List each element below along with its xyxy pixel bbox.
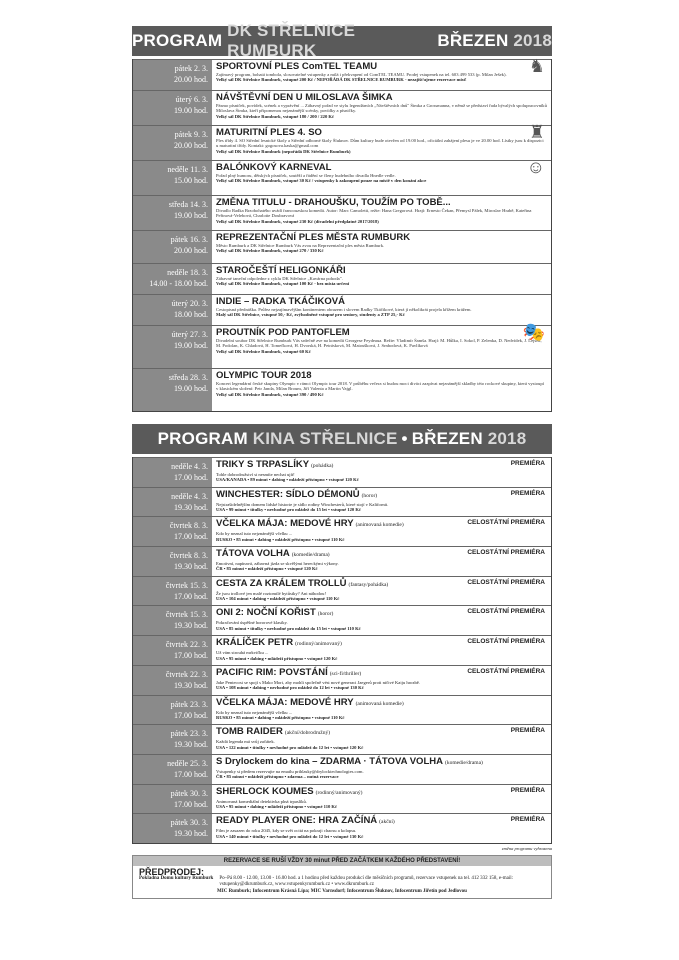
- event-venue: Velký sál DK Střelnice Rumburk (nepořádá DK Střelnice Rumburk): [216, 148, 351, 154]
- movie-time: 19.30 hod.: [174, 502, 208, 512]
- movie-genre: (animovaná komedie): [355, 700, 404, 707]
- cinema-movie-list: [132, 457, 552, 844]
- event-description: Město Rumburk a DK Střelnice Rumburk Vás zvou na Reprezentační ples města Rumburk.: [216, 243, 385, 248]
- event-date: [133, 369, 212, 411]
- movie-description: Kdo by neznal tuto nejznámější včelku ...: [216, 709, 293, 715]
- movie-info: ČR • 85 minut • mládeží přístupno • zdarma – nutná rezervace: [216, 774, 339, 780]
- event-title: ZMĚNA TITULU - DRAHOUŠKU, TOUŽÍM PO TOBĚ...: [216, 197, 451, 208]
- event-row: [133, 157, 551, 195]
- movie-title-line: [216, 786, 547, 799]
- event-venue: Velký sál DK Střelnice Rumburk, vstupné 390 / 490 Kč: [216, 391, 324, 397]
- movie-body: [212, 785, 551, 814]
- reservation-notice: REZERVACE SE RUŠÍ VŽDY 30 minut PŘED ZAČÁTKEM KAŽDÉHO PŘEDSTAVENÍ!: [133, 856, 551, 867]
- event-time: 19.00 hod.: [174, 384, 208, 393]
- movie-body: [212, 636, 551, 665]
- movie-date: [133, 577, 212, 606]
- premiere-badge: PREMIÉRA: [510, 727, 545, 735]
- banner-venue: KINA STŘELNICE: [252, 429, 398, 448]
- movie-body: [212, 755, 551, 784]
- banner-venue: DK STŘELNICE RUMBURK: [227, 21, 356, 60]
- event-venue: Velký sál DK Střelnice Rumburk, vstupné 270 / 330 Kč: [216, 248, 324, 254]
- event-decoration-icon: ♞: [528, 56, 545, 76]
- event-title: REPREZENTAČNÍ PLES MĚSTA RUMBURK: [216, 232, 411, 243]
- event-row: [133, 230, 551, 263]
- banner-year: 2018: [513, 31, 552, 50]
- event-row: [133, 90, 551, 125]
- premiere-badge: PREMIÉRA: [510, 460, 545, 467]
- movie-genre: (komedie/drama): [444, 759, 483, 766]
- movie-title: TOMB RAIDER: [216, 726, 283, 738]
- premiere-badge: CELOSTÁTNÍ PREMIÉRA: [467, 578, 545, 586]
- event-decoration-icon: ☺: [526, 157, 545, 177]
- event-day: pátek 9. 3.: [174, 130, 208, 139]
- event-description: Koncert legendární české skupiny Olympic v rámci Olympic tour 2018. V průběhu večera si budou moci diváci zazpívat nejznámější skladby této rockové skupiny, která vystoupí v klasickém složení: Petr Janda, Milan Broum, Jiří Valenta a Martin Vajgl.: [216, 381, 544, 392]
- movie-genre: (horor): [317, 611, 334, 618]
- movie-info: ČR • 85 minut • mládeží přístupno • vstupné 120 Kč: [216, 566, 318, 572]
- movie-title-line: [216, 815, 547, 828]
- movie-date: [133, 547, 212, 576]
- movie-genre: (akční/dobrodružný): [284, 730, 331, 737]
- event-date: [133, 264, 212, 294]
- premiere-badge: PREMIÉRA: [510, 489, 545, 497]
- movie-title: S Drylockem do kina – ZDARMA · TÁTOVA VOLHA: [216, 755, 443, 767]
- premiere-badge: CELOSTÁTNÍ PREMIÉRA: [467, 638, 545, 646]
- event-title: BALÓNKOVÝ KARNEVAL: [216, 162, 332, 173]
- premiere-badge: CELOSTÁTNÍ PREMIÉRA: [467, 549, 545, 557]
- movie-day: neděle 4. 3.: [171, 491, 208, 501]
- premiere-badge: CELOSTÁTNÍ PREMIÉRA: [467, 608, 545, 616]
- movie-time: 17.00 hod.: [174, 710, 208, 720]
- movie-title: PACIFIC RIM: POVSTÁNÍ: [216, 666, 328, 678]
- movie-time: 19.30 hod.: [174, 829, 208, 839]
- movie-info: USA • 99 minut • titulky • nevhodné pro mládež do 15 let • vstupné 120 Kč: [216, 507, 361, 513]
- movie-info: USA • 95 minut • dabing • mládeží přístupno • vstupné 110 Kč: [216, 803, 338, 809]
- event-time: 15.00 hod.: [174, 176, 208, 185]
- event-time: 19.00 hod.: [174, 341, 208, 350]
- movie-body: [212, 814, 551, 843]
- event-venue: Velký sál DK Střelnice Rumburk, vstupné 180 / 200 / 220 Kč: [216, 113, 334, 119]
- movie-row: [133, 754, 551, 784]
- presale-heading: PŘEDPRODEJ:: [139, 867, 205, 878]
- movie-info: USA • 95 minut • dabing • mládeží přístupno • vstupné 120 Kč: [216, 655, 338, 661]
- event-time: 20.00 hod.: [174, 246, 208, 255]
- movie-body: [212, 725, 551, 754]
- event-description: Pořad plný humoru, dětských písniček, soutěží a řádění se členy hudebního divadla Hnedle vedle.: [216, 173, 396, 178]
- movie-title: VČELKA MÁJA: MEDOVÉ HRY: [216, 518, 354, 530]
- movie-genre: (rodinný/animovaný): [315, 789, 363, 796]
- event-day: středa 28. 3.: [168, 373, 208, 382]
- program-sheet: [132, 21, 552, 899]
- theatre-banner: [132, 21, 552, 60]
- movie-row: [133, 784, 551, 814]
- movie-description: Film je zasazen do roku 2045, kdy se svět ocitá na pokraji chaosu a kolapsu.: [216, 828, 357, 834]
- event-row: [133, 56, 551, 90]
- movie-description: Animovaná komediální detektivka plná trpaslíků.: [216, 798, 307, 804]
- banner-month: BŘEZEN: [411, 429, 483, 448]
- movie-day: čtvrtek 22. 3.: [165, 669, 208, 679]
- movie-title: CESTA ZA KRÁLEM TROLLŮ: [216, 577, 347, 589]
- movie-description: Tohle dobrodružství si nesmíte nechat ujít!: [216, 472, 295, 477]
- premiere-badge: PREMIÉRA: [510, 786, 545, 794]
- movie-date: [133, 606, 212, 635]
- box-office-name: Pokladna Domu kultury Rumburk: [139, 875, 214, 881]
- movie-row: [133, 576, 551, 606]
- event-title: INDIE – RADKA TKÁČIKOVÁ: [216, 296, 345, 307]
- movie-genre: (akční): [379, 819, 395, 826]
- movie-info: USA • 122 minut • titulky • nevhodné pro mládež do 12 let • vstupné 120 Kč: [216, 744, 364, 750]
- movie-description: Vstupenky si předem rezervujte na emailu prihlasky@drylocktechnologies.com.: [216, 768, 364, 774]
- movie-body: [212, 547, 551, 576]
- event-description: Divadelní soubor DK Střelnice Rumburk Vás srdečně zve na komedii Georgese Feydeaua. Režie: Vladimír Šamša. Hrají: M. Hůlka, I. Sokol, P. Zelenka, D. Nedvídek, J. Lejsek, M. Podolan, K. Chladová, H. Tomečková, H. Dvorská, H. Petrásková, M. Matoušková, J. Srnbodová, K. Pavlíková: [216, 338, 542, 349]
- movie-info: USA • 104 minut • dabing • mládeží přístupno • vstupné 110 Kč: [216, 596, 340, 602]
- movie-info: RUSKO • 85 minut • dabing • mládeží přístupno • vstupné 110 Kč: [216, 536, 345, 542]
- movie-title: KRÁLÍČEK PETR: [216, 637, 294, 649]
- movie-genre: (animovaná komedie): [355, 522, 404, 529]
- event-decoration-icon: ♜: [528, 122, 545, 142]
- event-body: [212, 322, 551, 368]
- event-row: [133, 294, 551, 325]
- event-description: Pásmo písniček, povídek, scének a vyprávění ... Zábavný pořad ve stylu legendárních „Návštěvních dnů" Šimka a Grossmanna, v němž se představí řada bývalých spolupracovníků Miloslava Šimka, kteří připomenou nejznámější scénky, povídky a písničky.: [216, 103, 547, 114]
- movie-title: ONI 2: NOČNÍ KOŘIST: [216, 607, 316, 619]
- movie-info: USA • 108 minut • dabing • nevhodné pro mládež do 12 let • vstupné 130 Kč: [216, 685, 364, 691]
- event-time: 20.00 hod.: [174, 75, 208, 84]
- movie-day: čtvrtek 15. 3.: [165, 610, 208, 620]
- banner-month: BŘEZEN: [437, 31, 509, 50]
- movie-date: [133, 458, 212, 487]
- movie-title: TÁTOVA VOLHA: [216, 548, 290, 560]
- event-description: Zajímavý program, bohatá tombola, slosovatelné vstupenky a milá i překvapení od ComTEL TEAMU. Prodej vstupenek na tel. 603 499 533 (p. Milan Ješek).: [216, 72, 507, 77]
- program-note: změna programu vyhrazena: [501, 845, 552, 851]
- event-time: 19.00 hod.: [174, 211, 208, 220]
- movie-genre: (horor): [361, 492, 378, 499]
- movie-date: [133, 488, 212, 517]
- movie-date: [133, 517, 212, 546]
- movie-info: RUSKO • 85 minut • dabing • mládeží přístupno • vstupné 110 Kč: [216, 714, 345, 720]
- movie-day: čtvrtek 22. 3.: [165, 640, 208, 650]
- event-row: [133, 263, 551, 294]
- movie-title-line: [216, 756, 547, 769]
- movie-day: pátek 30. 3.: [170, 788, 208, 798]
- movie-row: [133, 487, 551, 517]
- event-day: pátek 2. 3.: [174, 64, 208, 73]
- movie-day: čtvrtek 8. 3.: [169, 551, 208, 561]
- event-time: 18.00 hod.: [174, 310, 208, 319]
- movie-row: [133, 546, 551, 576]
- event-venue: Velký sál DK Střelnice Rumburk, vstupné 230 Kč (divadelní předplatné 2017/2018): [216, 218, 379, 224]
- movie-date: [133, 814, 212, 843]
- event-day: úterý 6. 3.: [175, 95, 208, 104]
- event-day: úterý 27. 3.: [171, 330, 208, 339]
- theatre-event-list: [132, 56, 552, 412]
- movie-title: SHERLOCK KOUMES: [216, 785, 314, 797]
- movie-description: Každá legenda má svůj začátek.: [216, 739, 275, 745]
- movie-body: [212, 606, 551, 635]
- premiere-badge: PREMIÉRA: [510, 816, 545, 824]
- movie-row: [133, 635, 551, 665]
- movie-date: [133, 785, 212, 814]
- movie-title: READY PLAYER ONE: HRA ZAČÍNÁ: [216, 815, 378, 827]
- event-body: [212, 264, 551, 294]
- event-venue: Velký sál DK Střelnice Rumburk, vstupné 200 Kč / NEPOŘÁDÁ DK STŘELNICE RUMBURK - nezajišťujeme rezervace míst!: [216, 77, 467, 83]
- movie-time: 19.30 hod.: [174, 740, 208, 750]
- event-venue: Velký sál DK Střelnice Rumburk, vstupné 100 Kč - bez místa určení: [216, 281, 350, 287]
- movie-genre: (fantasy/pohádka): [348, 581, 389, 588]
- movie-body: [212, 696, 551, 725]
- movie-info: USA • 140 minut • titulky • nevhodné pro mládež do 12 let • vstupné 130 Kč: [216, 833, 364, 839]
- event-body: [212, 369, 551, 411]
- movie-description: Jake Pentecost se spojí s Mako Mori, aby mohli společně vést nové generaci Jaegerů proti ničivé Kaiju hrozbě.: [216, 679, 420, 685]
- movie-genre: (komedie/drama): [291, 552, 330, 559]
- movie-row: [133, 665, 551, 695]
- movie-time: 17.00 hod.: [174, 532, 208, 542]
- event-title: PROUTNÍK POD PANTOFLEM: [216, 327, 350, 338]
- movie-info: USA/KANADA • 89 minut • dabing • mládeží přístupno • vstupné 120 Kč: [216, 477, 359, 483]
- event-date: [133, 196, 212, 230]
- movie-description: Emotivní, napínavá, zábavná jízda se skvělými hereckými výkony.: [216, 561, 339, 567]
- premiere-badge: CELOSTÁTNÍ PREMIÉRA: [467, 519, 545, 527]
- movie-genre: (rodinný/animovaný): [295, 641, 342, 648]
- event-time: 19.00 hod.: [174, 106, 208, 115]
- event-row: [133, 195, 551, 230]
- movie-day: neděle 25. 3.: [167, 758, 208, 768]
- cinema-banner: [132, 424, 552, 454]
- movie-genre: (pohádka): [311, 463, 334, 469]
- event-time: 20.00 hod.: [174, 141, 208, 150]
- movie-date: [133, 755, 212, 784]
- presale-footer: [132, 855, 552, 900]
- event-time: 14.00 - 18.00 hod.: [149, 279, 208, 288]
- movie-day: neděle 4. 3.: [171, 462, 208, 471]
- movie-title-line: [216, 489, 547, 502]
- premiere-badge: CELOSTÁTNÍ PREMIÉRA: [467, 667, 545, 675]
- movie-row: [133, 457, 551, 487]
- event-body: [212, 196, 551, 230]
- event-venue: Velký sál DK Střelnice Rumburk, vstupné 60 Kč: [216, 348, 311, 354]
- event-body: [212, 157, 551, 195]
- movie-time: 17.00 hod.: [174, 473, 208, 482]
- event-date: [133, 295, 212, 325]
- event-title: MATURITNÍ PLES 4. SO: [216, 127, 322, 138]
- movie-title: WINCHESTER: SÍDLO DÉMONŮ: [216, 488, 360, 500]
- movie-day: čtvrtek 8. 3.: [169, 521, 208, 531]
- event-date: [133, 161, 212, 195]
- event-body: [212, 122, 551, 160]
- movie-row: [133, 605, 551, 635]
- movie-description: Kdo by neznal tuto nejznámější včelku ...: [216, 531, 293, 537]
- event-title: OLYMPIC TOUR 2018: [216, 370, 312, 381]
- banner-program-word: PROGRAM: [157, 429, 248, 448]
- movie-title-line: [216, 697, 547, 710]
- movie-title: TRIKY S TRPASLÍKY: [216, 459, 310, 470]
- event-title: SPORTOVNÍ PLES ComTEL TEAMU: [216, 61, 378, 72]
- movie-time: 17.00 hod.: [174, 591, 208, 601]
- movie-row: [133, 813, 551, 843]
- event-date: [133, 231, 212, 263]
- event-row: [133, 368, 551, 411]
- movie-row: [133, 695, 551, 725]
- event-description: Zábavné taneční odpoledne z cyklu DK Střelnice „Kavárna pohoda".: [216, 276, 343, 281]
- movie-row: [133, 516, 551, 546]
- movie-description: Už vám strouhá mrkvičku ...: [216, 650, 269, 656]
- movie-day: pátek 30. 3.: [170, 818, 208, 828]
- event-body: [212, 56, 551, 90]
- event-day: středa 14. 3.: [168, 200, 208, 209]
- event-day: neděle 11. 3.: [167, 165, 208, 174]
- event-body: [212, 91, 551, 125]
- movie-time: 19.30 hod.: [174, 680, 208, 690]
- event-date: [133, 326, 212, 368]
- event-day: neděle 18. 3.: [167, 268, 208, 277]
- event-venue: Malý sál DK Střelnice, vstupné 50,- Kč, zvýhodněné vstupné pro seniory, studenty a ZTP 25,- Kč: [216, 312, 405, 318]
- movie-body: [212, 458, 551, 487]
- event-title: NÁVŠTĚVNÍ DEN U MILOSLAVA ŠIMKA: [216, 92, 393, 103]
- movie-title-line: [216, 459, 547, 472]
- event-date: [133, 126, 212, 160]
- movie-time: 17.00 hod.: [174, 799, 208, 809]
- movie-day: čtvrtek 15. 3.: [165, 580, 208, 590]
- movie-day: pátek 23. 3.: [170, 699, 208, 709]
- movie-time: 19.30 hod.: [174, 562, 208, 572]
- banner-year: 2018: [487, 429, 527, 448]
- banner-program-word: PROGRAM: [132, 31, 223, 50]
- movie-genre: (sci-fi/thriller): [329, 670, 362, 677]
- event-row: [133, 122, 551, 160]
- event-venue: Velký sál DK Střelnice Rumburk, vstupné 30 Kč / vstupenky k zakoupení pouze na místě v den konání akce: [216, 178, 427, 184]
- movie-title-line: [216, 726, 547, 739]
- event-body: [212, 231, 551, 263]
- movie-description: Že jsou trollové jen malé roztomilé bytůstky? Ani náhodou!: [216, 590, 326, 596]
- banner-separator: •: [401, 429, 408, 448]
- movie-body: [212, 666, 551, 695]
- event-day: úterý 20. 3.: [171, 299, 208, 308]
- presale-outlets: MIC Rumburk; Infocentrum Krásná Lípa; MIC Varnsdorf; Infocentrum Šluknov, Infocentrum Jiřetín pod Jedlovou: [217, 888, 467, 894]
- movie-date: [133, 696, 212, 725]
- movie-day: pátek 23. 3.: [170, 729, 208, 739]
- movie-body: [212, 577, 551, 606]
- movie-time: 19.30 hod.: [174, 621, 208, 631]
- box-office-hours: Po–Pá 8.00 - 12.00, 13.00 - 16.00 hod. a 1 hodinu před každou produkcí dle měsíčních programů, rezervace vstupenek na tel. 412 332 158, e-mail: vstupenky@dkrumburk.cz, www.vstupenkyrumburk.cz • www.dkrumburk.cz: [219, 875, 514, 888]
- movie-description: Nejstrašidelnějším domem lidské historie je sídlo rodiny Winchesterů, které stojí v Kalifornii.: [216, 501, 389, 507]
- event-day: pátek 16. 3.: [170, 235, 208, 244]
- event-date: [133, 91, 212, 125]
- movie-info: USA • 85 minut • titulky • nevhodné pro mládež do 15 let • vstupné 110 Kč: [216, 625, 361, 631]
- movie-time: 17.00 hod.: [174, 651, 208, 661]
- event-description: Divadlo Radka Brzobohatého uvádí francouzskou komedii. Autor: Marc Camoletti, režie: Hana Gregorová. Hrají: Ernesto Čekan, Přemysl Pálek, Miroslav Hrabě, Kateřina Peřinová-Velebová, Charlotte Doubravová: [216, 208, 532, 219]
- movie-row: [133, 724, 551, 754]
- movie-date: [133, 725, 212, 754]
- event-decoration-icon: 🎭: [522, 322, 545, 342]
- movie-body: [212, 488, 551, 517]
- movie-body: [212, 517, 551, 546]
- movie-date: [133, 636, 212, 665]
- movie-title: VČELKA MÁJA: MEDOVÉ HRY: [216, 696, 354, 708]
- movie-description: Pokračování úspěšné hororové klasiky.: [216, 620, 288, 626]
- event-date: [133, 60, 212, 90]
- event-title: STAROČEŠTÍ HELIGONKÁŘI: [216, 265, 346, 276]
- event-body: [212, 295, 551, 325]
- movie-date: [133, 666, 212, 695]
- event-row: [133, 322, 551, 368]
- event-description: Cestopisná přednáška. Průřez nejzajímavějším kontinentem obrazem i slovem Radky Tkáčikové, která jí několikrát projela křížem krážem.: [216, 307, 472, 312]
- movie-time: 17.00 hod.: [174, 769, 208, 779]
- event-description: Ples třídy 4. SO Střední lesnické školy a Střední odborné školy Šluknov. Dům kultury bude otevřen od 19.00 hod., oficiální zahájení plesu je ve 20.00 hod. Lístky jsou k dispozici u maturitní třídy. Kontakt: gogosova.kaska@gmail.com: [216, 138, 544, 149]
